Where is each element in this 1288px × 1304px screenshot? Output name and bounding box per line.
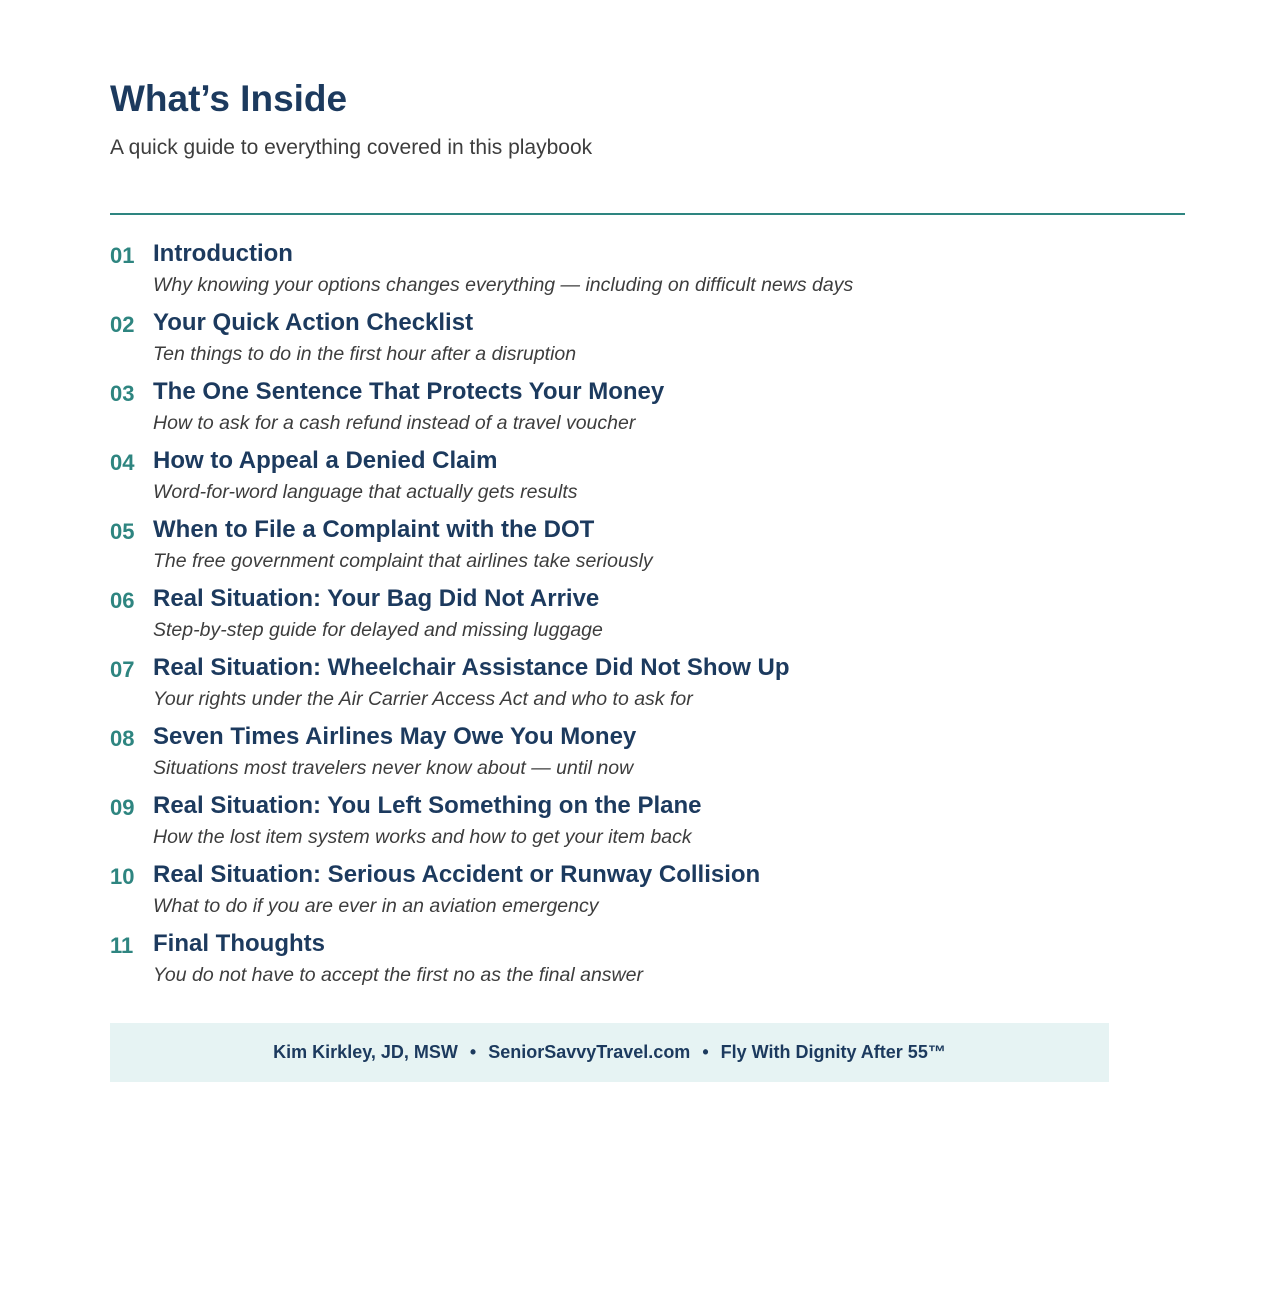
section-divider bbox=[110, 213, 1185, 215]
toc-entry-description: Your rights under the Air Carrier Access Act and who to ask for bbox=[153, 688, 693, 710]
toc-entry-number: 04 bbox=[110, 450, 135, 475]
toc-entry bbox=[110, 723, 1185, 792]
toc-entry bbox=[110, 447, 1185, 516]
footer-credits bbox=[273, 1042, 946, 1063]
toc-entry bbox=[110, 585, 1185, 654]
toc-entry-number: 09 bbox=[110, 795, 135, 820]
footer-tagline: Fly With Dignity After 55™ bbox=[720, 1042, 946, 1062]
toc-entry-title: Real Situation: Wheelchair Assistance Did Not Show Up bbox=[153, 654, 790, 681]
toc-entry bbox=[110, 654, 1185, 723]
toc-entry-title: Introduction bbox=[153, 240, 293, 267]
toc-entry-number: 01 bbox=[110, 243, 135, 268]
toc-entry-number: 11 bbox=[110, 933, 134, 958]
toc-entry-description: How to ask for a cash refund instead of a travel voucher bbox=[153, 412, 636, 434]
toc-entry-number: 06 bbox=[110, 588, 135, 613]
toc-entry-description: How the lost item system works and how to get your item back bbox=[153, 826, 692, 848]
toc-entry-description: Word-for-word language that actually gets results bbox=[153, 481, 578, 503]
toc-entry-title: Real Situation: You Left Something on the Plane bbox=[153, 792, 702, 819]
footer-separator: • bbox=[469, 1042, 477, 1062]
footer-website: SeniorSavvyTravel.com bbox=[488, 1042, 691, 1062]
toc-entry-number: 02 bbox=[110, 312, 135, 337]
toc-entry-title: The One Sentence That Protects Your Money bbox=[153, 378, 665, 405]
toc-entry-description: Ten things to do in the first hour after a disruption bbox=[153, 343, 577, 365]
toc-entry-title: Seven Times Airlines May Owe You Money bbox=[153, 723, 637, 750]
toc-entry-description: What to do if you are ever in an aviation emergency bbox=[153, 895, 599, 917]
toc-entry-description: You do not have to accept the first no as the final answer bbox=[153, 964, 643, 986]
toc-entry-description: Step-by-step guide for delayed and missing luggage bbox=[153, 619, 603, 641]
footer-separator: • bbox=[702, 1042, 709, 1062]
toc-entry-description: Situations most travelers never know about — until now bbox=[153, 757, 634, 779]
toc-entry-title: When to File a Complaint with the DOT bbox=[153, 516, 595, 543]
toc-entry bbox=[110, 378, 1185, 447]
toc-entry-number: 08 bbox=[110, 726, 135, 751]
toc-entry bbox=[110, 861, 1185, 930]
toc-entry bbox=[110, 930, 1185, 999]
toc-entry-number: 10 bbox=[110, 864, 135, 889]
toc-entry-title: Real Situation: Your Bag Did Not Arrive bbox=[153, 585, 600, 612]
toc-entry-number: 05 bbox=[110, 519, 135, 544]
toc-entry-title: Final Thoughts bbox=[153, 930, 325, 957]
page-title: What’s Inside bbox=[110, 78, 348, 119]
toc-entry bbox=[110, 792, 1185, 861]
toc-entry-number: 03 bbox=[110, 381, 135, 406]
toc-entry-description: Why knowing your options changes everything — including on difficult news days bbox=[153, 274, 854, 296]
toc-entry bbox=[110, 516, 1185, 585]
toc-entry-title: Your Quick Action Checklist bbox=[153, 309, 474, 336]
footer-author: Kim Kirkley, JD, MSW bbox=[273, 1042, 458, 1062]
toc-entry-title: Real Situation: Serious Accident or Runway Collision bbox=[153, 861, 761, 888]
toc-entry-number: 07 bbox=[110, 657, 135, 682]
toc-entry-description: The free government complaint that airlines take seriously bbox=[153, 550, 653, 572]
page-subtitle: A quick guide to everything covered in this playbook bbox=[110, 136, 593, 159]
toc-entry bbox=[110, 240, 1185, 309]
toc-entry-title: How to Appeal a Denied Claim bbox=[153, 447, 498, 474]
footer-banner bbox=[110, 1023, 1109, 1082]
table-of-contents bbox=[110, 240, 1185, 999]
toc-entry bbox=[110, 309, 1185, 378]
